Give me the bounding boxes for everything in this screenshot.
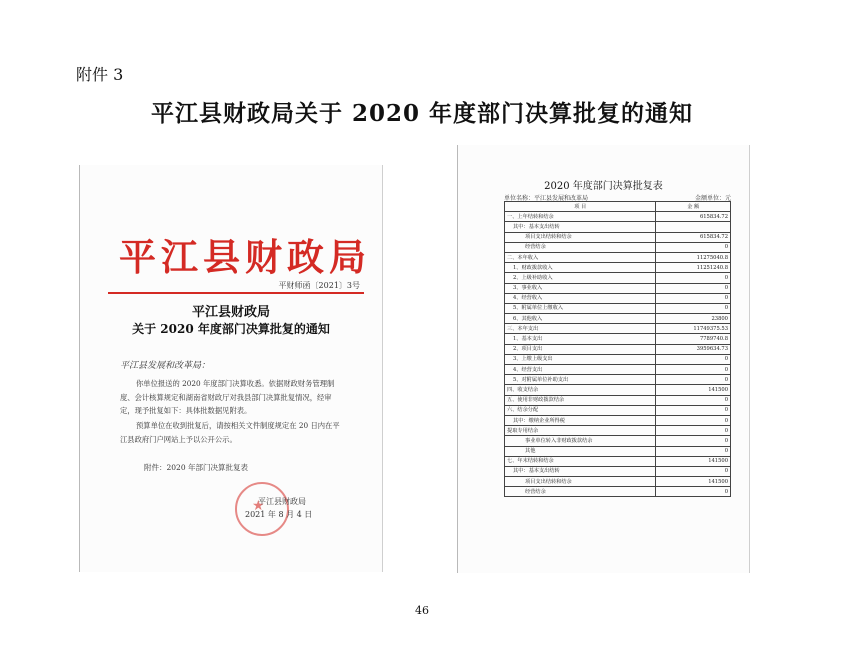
table-cell-amount: 0 bbox=[656, 466, 731, 476]
table-cell-amount: 141500 bbox=[656, 477, 731, 487]
table-cell-item: 六、结余分配 bbox=[505, 405, 656, 415]
unit-name: 单位名称：平江县发展和改革局 bbox=[504, 195, 589, 202]
column-header-amount: 金 额 bbox=[656, 202, 731, 212]
table-cell-item: 其他 bbox=[505, 446, 656, 456]
table-row bbox=[505, 375, 731, 385]
table-cell-amount: 0 bbox=[656, 446, 731, 456]
bureau-header: 平江县财政局 bbox=[119, 235, 371, 279]
table-row bbox=[505, 466, 731, 476]
table-row bbox=[505, 365, 731, 375]
table-row bbox=[505, 436, 731, 446]
table-row bbox=[505, 273, 731, 283]
table-cell-amount: 141500 bbox=[656, 385, 731, 395]
table-cell-amount: 0 bbox=[656, 242, 731, 252]
table-cell-item: 3、事业收入 bbox=[505, 283, 656, 293]
letter-title-line2: 关于 2020 年度部门决算批复的通知 bbox=[132, 322, 330, 336]
table-cell-item: 事业单位转入非财政拨款结余 bbox=[505, 436, 656, 446]
approval-table bbox=[504, 201, 731, 497]
table-row bbox=[505, 263, 731, 273]
seal-star-icon: ★ bbox=[252, 498, 265, 514]
table-cell-item: 经营结余 bbox=[505, 487, 656, 497]
table-cell-item: 5、附属单位上缴收入 bbox=[505, 303, 656, 313]
table-cell-item: 3、上缴上级支出 bbox=[505, 354, 656, 364]
table-row bbox=[505, 426, 731, 436]
table-cell-item: 其中：缴纳企业所得税 bbox=[505, 415, 656, 425]
approval-sheet-scan bbox=[457, 145, 750, 573]
table-cell-amount: 615834.72 bbox=[656, 212, 731, 222]
table-cell-amount: 3959634.73 bbox=[656, 344, 731, 354]
table-cell-amount: 0 bbox=[656, 426, 731, 436]
table-cell-item: 七、年末结转和结余 bbox=[505, 456, 656, 466]
table-cell-item: 4、经营支出 bbox=[505, 365, 656, 375]
letter-signature: 平江县财政局 bbox=[258, 497, 306, 506]
table-cell-item: 提取专用结余 bbox=[505, 426, 656, 436]
table-header-row bbox=[505, 202, 731, 212]
table-cell-item: 1、财政拨款收入 bbox=[505, 263, 656, 273]
table-row bbox=[505, 385, 731, 395]
table-row bbox=[505, 334, 731, 344]
table-cell-item: 四、收支结余 bbox=[505, 385, 656, 395]
table-row bbox=[505, 222, 731, 232]
table-cell-amount: 23800 bbox=[656, 314, 731, 324]
table-cell-amount: 0 bbox=[656, 395, 731, 405]
table-row bbox=[505, 314, 731, 324]
table-row bbox=[505, 212, 731, 222]
table-cell-amount: 0 bbox=[656, 293, 731, 303]
table-row bbox=[505, 252, 731, 262]
table-cell-item: 五、使用非财政拨款结余 bbox=[505, 395, 656, 405]
letter-paragraph-2: 预算单位在收到批复后，请按相关文件制度规定在 20 日内在平江县政府门户网站上予以公开公示。 bbox=[120, 421, 340, 444]
table-row bbox=[505, 354, 731, 364]
currency-unit: 金额单位：元 bbox=[694, 195, 731, 202]
table-cell-item: 二、本年收入 bbox=[505, 252, 656, 262]
table-cell-amount: 11275040.8 bbox=[656, 252, 731, 262]
document-number: 平财师函〔2021〕3号 bbox=[278, 281, 360, 290]
table-cell-item: 项目支出结转和结余 bbox=[505, 477, 656, 487]
table-row bbox=[505, 283, 731, 293]
approval-table-title: 2020 年度部门决算批复表 bbox=[544, 181, 663, 192]
table-cell-amount: 141500 bbox=[656, 456, 731, 466]
table-cell-amount: 11251240.8 bbox=[656, 263, 731, 273]
table-row bbox=[505, 242, 731, 252]
table-cell-item: 4、经营收入 bbox=[505, 293, 656, 303]
table-row bbox=[505, 395, 731, 405]
table-row bbox=[505, 477, 731, 487]
table-cell-amount: 7789740.8 bbox=[656, 334, 731, 344]
table-row bbox=[505, 232, 731, 242]
table-row bbox=[505, 415, 731, 425]
table-row bbox=[505, 344, 731, 354]
column-header-item: 项 目 bbox=[505, 202, 656, 212]
table-cell-amount: 0 bbox=[656, 487, 731, 497]
table-cell-item: 5、对附属单位补助支出 bbox=[505, 375, 656, 385]
table-cell-amount: 0 bbox=[656, 283, 731, 293]
table-cell-amount: 0 bbox=[656, 273, 731, 283]
red-divider bbox=[108, 292, 364, 294]
table-cell-amount: 0 bbox=[656, 365, 731, 375]
table-cell-item: 项目支出结转和结余 bbox=[505, 232, 656, 242]
table-cell-amount: 0 bbox=[656, 375, 731, 385]
table-cell-item: 经营结余 bbox=[505, 242, 656, 252]
letter-scan bbox=[79, 165, 383, 572]
table-row bbox=[505, 303, 731, 313]
table-cell-item: 三、本年支出 bbox=[505, 324, 656, 334]
letter-date: 2021 年 8 月 4 日 bbox=[245, 510, 313, 519]
table-cell-amount: 0 bbox=[656, 436, 731, 446]
table-cell-amount: 0 bbox=[656, 405, 731, 415]
table-cell-item: 一、上年结转和结余 bbox=[505, 212, 656, 222]
table-row bbox=[505, 405, 731, 415]
table-cell-amount: 0 bbox=[656, 415, 731, 425]
attachment-label: 附件 3 bbox=[76, 65, 124, 84]
letter-paragraph-1: 你单位报送的 2020 年度部门决算收悉。依据财政财务管理制度、会计核算规定和湖南省财政厅对我县部门决算批复情况，经审定，现予批复如下：具体批数据见附表。 bbox=[120, 379, 335, 415]
table-cell-amount bbox=[656, 222, 731, 232]
table-cell-amount: 615834.72 bbox=[656, 232, 731, 242]
table-cell-amount: 11749375.53 bbox=[656, 324, 731, 334]
table-cell-item: 其中：基本支出结转 bbox=[505, 222, 656, 232]
page-number: 46 bbox=[415, 604, 429, 617]
table-row bbox=[505, 446, 731, 456]
table-row bbox=[505, 293, 731, 303]
table-cell-amount: 0 bbox=[656, 303, 731, 313]
table-cell-item: 2、上级补助收入 bbox=[505, 273, 656, 283]
table-cell-amount: 0 bbox=[656, 354, 731, 364]
table-row bbox=[505, 487, 731, 497]
table-row bbox=[505, 324, 731, 334]
table-cell-item: 其中：基本支出结转 bbox=[505, 466, 656, 476]
table-cell-item: 6、其他收入 bbox=[505, 314, 656, 324]
letter-attachment-line: 附件：2020 年部门决算批复表 bbox=[144, 463, 248, 472]
table-row bbox=[505, 456, 731, 466]
table-cell-item: 2、项目支出 bbox=[505, 344, 656, 354]
table-cell-item: 1、基本支出 bbox=[505, 334, 656, 344]
letter-recipient: 平江县发展和改革局： bbox=[120, 361, 211, 371]
page-title: 平江县财政局关于 2020 年度部门决算批复的通知 bbox=[150, 100, 694, 127]
letter-title-line1: 平江县财政局 bbox=[191, 305, 270, 320]
